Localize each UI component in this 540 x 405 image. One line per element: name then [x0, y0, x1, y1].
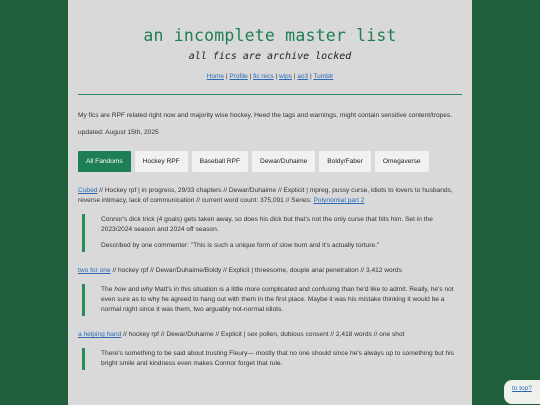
fic-meta-text: // Hockey rpf | in progress, 29/33 chapters // Dewar/Duhaime // Explicit | mpreg, pussy curse, idiots to lovers to husbands, reverse intimacy, lack of communication // current word count: 375,091 // Series: [78, 187, 453, 204]
tab-omegaverse[interactable]: Omegaverse [375, 151, 429, 172]
fic-summary [82, 348, 462, 370]
nav-link-tumblr[interactable]: Tumblr [313, 73, 334, 80]
tab-all-fandoms[interactable]: All Fandoms [78, 151, 131, 172]
nav-separator: | [224, 73, 230, 80]
nav-separator: | [291, 73, 298, 80]
summary-paragraph: Described by one commenter: "This is such a unique form of slow burn and it's actually torture." [101, 242, 380, 249]
summary-paragraph: Connor's dick trick (4 goals) gets taken away, so does his dick but that's not the only curse that hits him. Set in the 2023/2024 season and 2024 off season. [101, 216, 433, 233]
page-panel [68, 0, 472, 405]
nav-separator: | [247, 73, 254, 80]
fic-summary [82, 214, 462, 252]
intro-text: My fics are RPF related right now and majority wise hockey. Heed the tags and warnings, might contain sensitive content/tropes. [78, 112, 453, 119]
fic-title-link[interactable]: two for one [78, 267, 111, 274]
fic-meta-text: // hockey rpf // Dewar/Duhaime // Explicit | sex pollen, dubious consent // 2,418 words // one shot [121, 331, 405, 338]
site-subtitle: all fics are archive locked [188, 51, 352, 62]
summary-text: and [126, 286, 141, 293]
fic-summary [82, 284, 462, 316]
back-to-top [504, 380, 540, 404]
nav-link-home[interactable]: Home [206, 73, 224, 80]
nav-link-profile[interactable]: Profile [229, 73, 248, 80]
tab-baseball-rpf[interactable]: Baseball RPF [192, 151, 248, 172]
tab-dewar-duhaime[interactable]: Dewar/Duhaime [252, 151, 315, 172]
fic-entry [68, 266, 472, 316]
top-nav [68, 73, 472, 80]
header [68, 0, 472, 80]
fic-meta [78, 186, 462, 206]
nav-link-wips[interactable]: wips [278, 73, 292, 80]
nav-separator: | [273, 73, 279, 80]
site-title: an incomplete master list [143, 26, 397, 45]
nav-link-fic-recs[interactable]: fic recs [253, 73, 274, 80]
fic-title-link[interactable]: a helping hand [78, 331, 122, 338]
fic-meta [78, 330, 462, 340]
nav-separator: | [308, 73, 314, 80]
updated-date: updated: August 15th, 2025 [78, 129, 159, 136]
tab-hockey-rpf[interactable]: Hockey RPF [135, 151, 188, 172]
intro [68, 95, 472, 137]
summary-paragraph [101, 285, 462, 315]
fic-entry [68, 330, 472, 370]
fic-meta-text: // hockey rpf // Dewar/Duhaime/Boldy // Explicit | threesome, douple anal penetration // 3,412 words [110, 267, 402, 274]
summary-text: Matt's in this situation is a little more complicated and confusing than he'd like to admit. Really, he's not even sure as to why he agreed to hang out with them in the first place. Maybe it was his mistake thinking it would be a normal night since it was them, two arguably not-normal idiots. [101, 286, 454, 313]
fandom-tabs [68, 145, 472, 172]
fic-title-link[interactable]: Cubed [78, 187, 98, 194]
summary-emphasis: why [140, 286, 153, 293]
tab-boldy-faber[interactable]: Boldy/Faber [319, 151, 371, 172]
nav-link-ao3[interactable]: ao3 [297, 73, 309, 80]
series-link[interactable]: Polynomial part 2 [313, 197, 365, 204]
summary-text: The [101, 286, 115, 293]
summary-paragraph: There's something to be said about trusting Fleury— mostly that no one should since he's always up to something but his bright smile and kindness even makes Connor forget that rule. [101, 350, 454, 367]
fic-meta [78, 266, 462, 276]
summary-emphasis: how [114, 286, 127, 293]
back-to-top-link[interactable]: to top? [512, 385, 532, 392]
fic-entry [68, 186, 472, 252]
